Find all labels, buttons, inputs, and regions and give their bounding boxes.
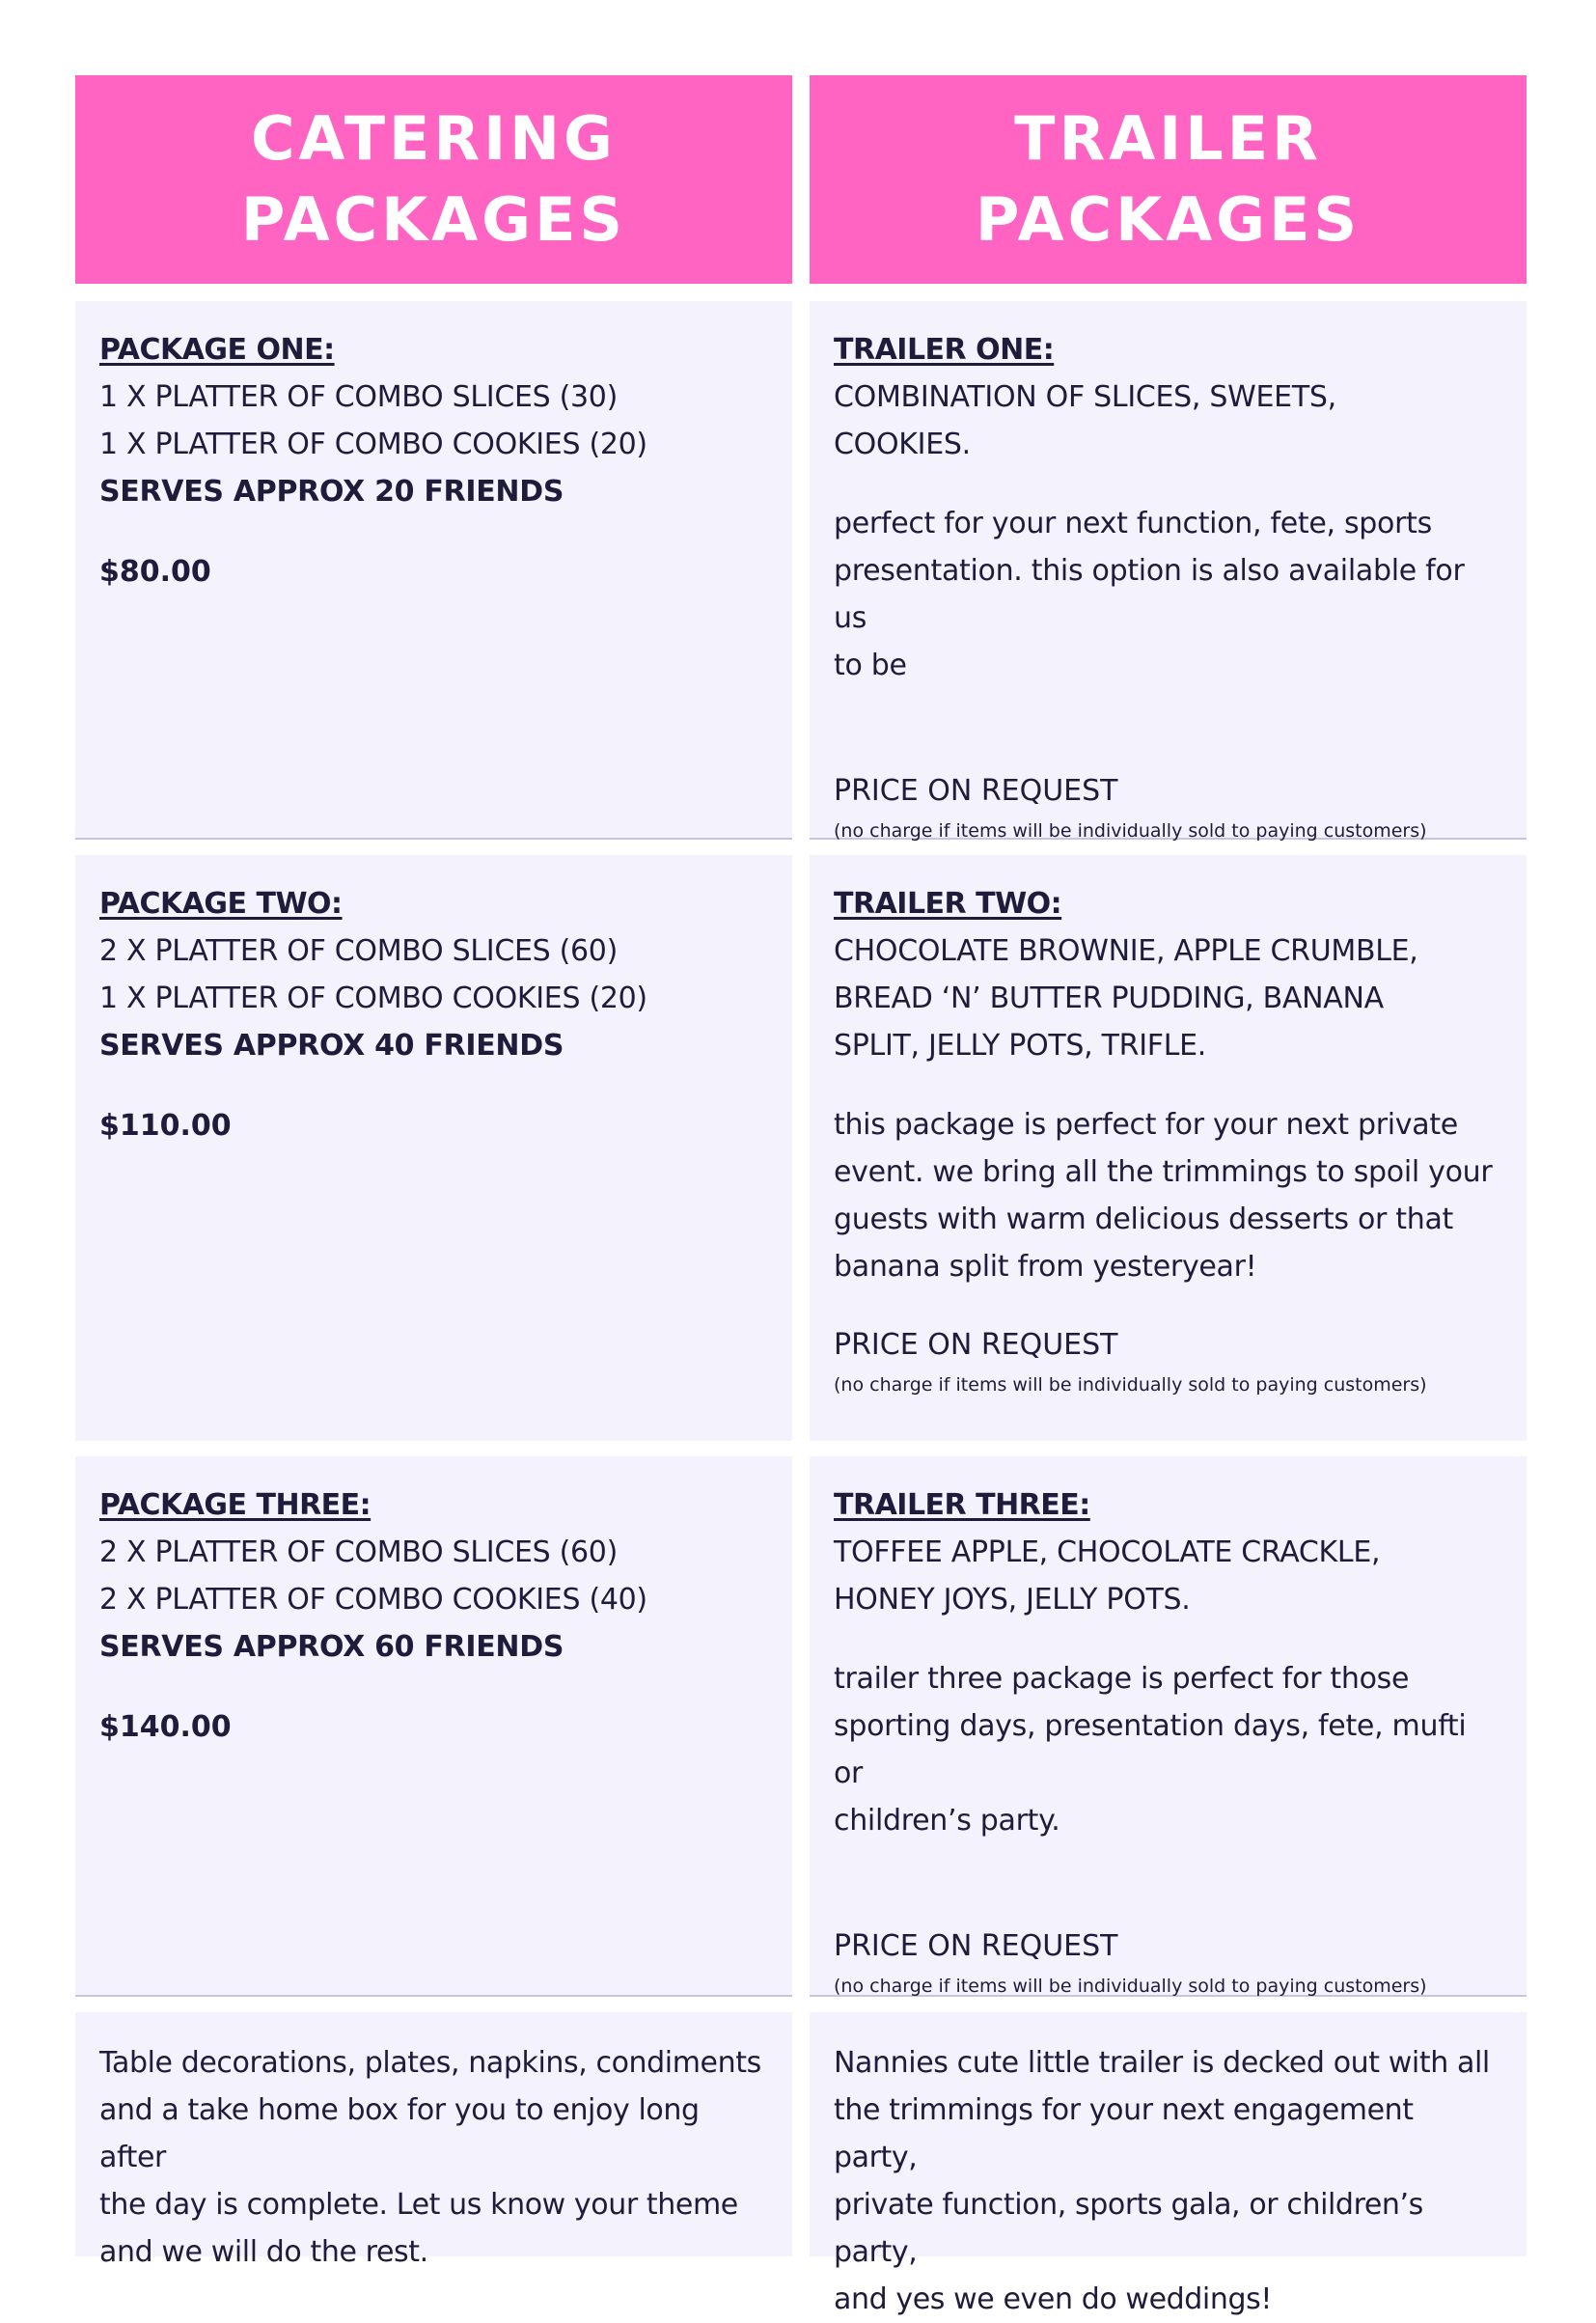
trailer-footer [810, 2012, 1527, 2316]
package-item: 2 X PLATTER OF COMBO SLICES (60) [99, 1535, 618, 1569]
trailer-heading: TRAILER THREE: [834, 1488, 1090, 1522]
trailer-items: TOFFEE APPLE, CHOCOLATE CRACKLE, [834, 1535, 1381, 1569]
package-item: 1 X PLATTER OF COMBO COOKIES (20) [99, 428, 647, 461]
trailer-description [834, 500, 1502, 689]
package-price: $80.00 [99, 555, 211, 589]
description-line: perfect for your next function, fete, sports [834, 507, 1432, 540]
footer-line: the trimmings for your next engagement party, [834, 2093, 1414, 2174]
package-heading: PACKAGE THREE: [99, 1488, 371, 1522]
description-line: presentation. this option is also available for us [834, 554, 1465, 635]
description-line: trailer three package is perfect for those [834, 1662, 1410, 1696]
footer-line: private function, sports gala, or children’s party, [834, 2188, 1423, 2269]
trailer-price: PRICE ON REQUEST [834, 1929, 1118, 1963]
catering-package-one [75, 301, 792, 840]
trailer-note: (no charge if items will be individually sold to paying customers) [834, 1374, 1427, 1396]
description-line: event. we bring all the trimmings to spoil your [834, 1155, 1493, 1189]
package-item: 2 X PLATTER OF COMBO SLICES (60) [99, 934, 618, 968]
trailer-footer-text [834, 2037, 1502, 2323]
trailer-title [976, 98, 1361, 261]
footer-line: and a take home box for you to enjoy long after [99, 2093, 700, 2174]
package-serves: SERVES APPROX 60 FRIENDS [99, 1630, 564, 1664]
trailer-description [834, 1655, 1502, 1844]
trailer-package-two [810, 855, 1527, 1441]
package-item: 1 X PLATTER OF COMBO SLICES (30) [99, 380, 618, 414]
description-line: sporting days, presentation days, fete, mufti or [834, 1709, 1467, 1790]
catering-package-three [75, 1456, 792, 1997]
trailer-items: COOKIES. [834, 428, 971, 461]
trailer-items: COMBINATION OF SLICES, SWEETS, [834, 380, 1336, 414]
package-price: $110.00 [99, 1109, 232, 1143]
catering-header [75, 75, 792, 284]
catering-package-two [75, 855, 792, 1441]
catering-title-line1: CATERING [251, 103, 617, 174]
trailer-items: HONEY JOYS, JELLY POTS. [834, 1583, 1191, 1617]
trailer-heading: TRAILER TWO: [834, 887, 1062, 921]
trailer-note: (no charge if items will be individually sold to paying customers) [834, 1976, 1427, 1997]
catering-title-line2: PACKAGES [240, 184, 627, 255]
catering-footer-text [99, 2037, 768, 2276]
trailer-title-line1: TRAILER [1014, 103, 1322, 174]
description-line: this package is perfect for your next private [834, 1108, 1458, 1142]
description-line: guests with warm delicious desserts or that [834, 1203, 1454, 1236]
trailer-price: PRICE ON REQUEST [834, 1328, 1118, 1362]
trailer-title-line2: PACKAGES [975, 184, 1362, 255]
package-serves: SERVES APPROX 40 FRIENDS [99, 1029, 564, 1063]
trailer-note: (no charge if items will be individually sold to paying customers) [834, 820, 1427, 842]
trailer-package-three [810, 1456, 1527, 1997]
trailer-column [810, 75, 1527, 2316]
package-price: $140.00 [99, 1710, 232, 1744]
trailer-header [810, 75, 1527, 284]
description-line: banana split from yesteryear! [834, 1250, 1257, 1284]
footer-line: and we will do the rest. [99, 2235, 428, 2269]
catering-column [75, 75, 792, 2269]
catering-footer [75, 2012, 792, 2269]
catering-title [241, 98, 626, 261]
trailer-price: PRICE ON REQUEST [834, 774, 1118, 808]
description-line: to be [834, 649, 907, 682]
footer-line: the day is complete. Let us know your theme [99, 2188, 738, 2222]
package-heading: PACKAGE TWO: [99, 887, 343, 921]
description-line: children’s party. [834, 1804, 1060, 1838]
trailer-items: SPLIT, JELLY POTS, TRIFLE. [834, 1029, 1207, 1063]
trailer-heading: TRAILER ONE: [834, 333, 1055, 367]
package-item: 1 X PLATTER OF COMBO COOKIES (20) [99, 982, 647, 1015]
footer-line: and yes we even do weddings! [834, 2282, 1272, 2316]
trailer-description [834, 1101, 1502, 1290]
trailer-items: BREAD ‘N’ BUTTER PUDDING, BANANA [834, 982, 1384, 1015]
package-heading: PACKAGE ONE: [99, 333, 335, 367]
footer-line: Table decorations, plates, napkins, condiments [99, 2046, 761, 2080]
trailer-package-one [810, 301, 1527, 840]
package-item: 2 X PLATTER OF COMBO COOKIES (40) [99, 1583, 647, 1617]
footer-line: Nannies cute little trailer is decked out with all [834, 2046, 1490, 2080]
package-serves: SERVES APPROX 20 FRIENDS [99, 475, 564, 509]
trailer-items: CHOCOLATE BROWNIE, APPLE CRUMBLE, [834, 934, 1418, 968]
